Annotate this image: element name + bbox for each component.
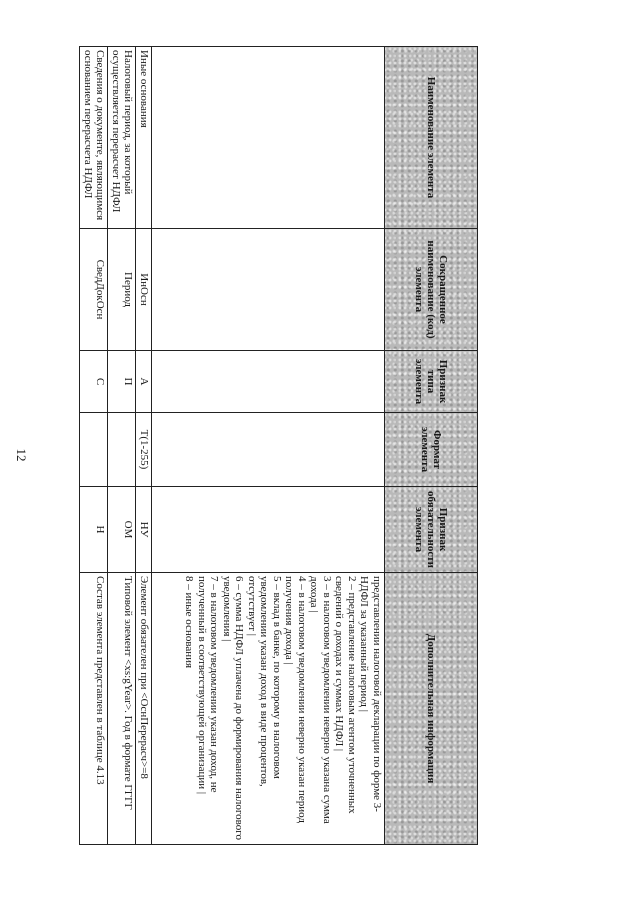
info-line: 4 – в налоговом уведомлении неверно указан период получения дохода | [283,576,308,823]
cell-code: СведДокОсн [80,229,108,351]
cell-required [152,487,385,573]
table-row [80,47,108,845]
header-additional-info: Дополнительная информация [385,573,478,845]
cell-info: Состав элемента представлен в таблице 4.13 [80,573,108,845]
header-element-type: Признак типа элемента [385,351,478,413]
info-line: 6 – сумма НДФЛ уплачена до формирования налогового уведомления | [221,576,246,840]
cell-name [152,47,385,229]
cell-code: Период [108,229,136,351]
info-line: 5 – вклад в банке, по которому в налоговом уведомлении указан доход в виде процентов, отсутствует | [246,576,283,787]
rotated-table-wrapper [82,46,478,844]
cell-required: НУ [136,487,152,573]
info-line: представлении налоговой декларации по форме 3-НДФЛ за указанный период | [358,576,383,812]
cell-format: Т(1-255) [136,413,152,487]
header-element-code: Сокращенное наименование (код) элемента [385,229,478,351]
cell-format [152,413,385,487]
cell-required: ОМ [108,487,136,573]
cell-code: ИнОсн [136,229,152,351]
cell-info [152,573,385,845]
cell-type [152,351,385,413]
cell-type: А [136,351,152,413]
page-number: 12 [14,448,29,462]
cell-name: Налоговый период, за который осуществляется перерасчет НДФЛ [108,47,136,229]
cell-name: Иные основания [136,47,152,229]
cell-required: Н [80,487,108,573]
header-element-required: Признак обязательности элемента [385,487,478,573]
info-line: 7 – в налоговом уведомлении указан доход, не полученный в соответствующей организации | [196,576,221,795]
requirements-table [80,46,479,845]
cell-format [108,413,136,487]
info-line: 8 – иные основания [183,576,196,669]
cell-format [80,413,108,487]
cell-type: П [108,351,136,413]
cell-info: Элемент обязателен при <ОснПерерасч>=8 [136,573,152,845]
cell-code [152,229,385,351]
table-header-row [385,47,478,845]
cell-info: Типовой элемент <xs:gYear>. Год в формате ГГГГ [108,573,136,845]
table-row [152,47,385,845]
header-element-name: Наименование элемента [385,47,478,229]
cell-name: Сведения о документе, являющимся основанием перерасчета НДФЛ [80,47,108,229]
cell-type: С [80,351,108,413]
header-element-format: Формат элемента [385,413,478,487]
info-line: 2 – представление налоговым агентом уточненных сведений о доходах и суммах НДФЛ | [333,576,358,814]
info-line: 3 – в налоговом уведомлении неверно указана сумма дохода | [308,576,333,824]
table-row [136,47,152,845]
table-row [108,47,136,845]
